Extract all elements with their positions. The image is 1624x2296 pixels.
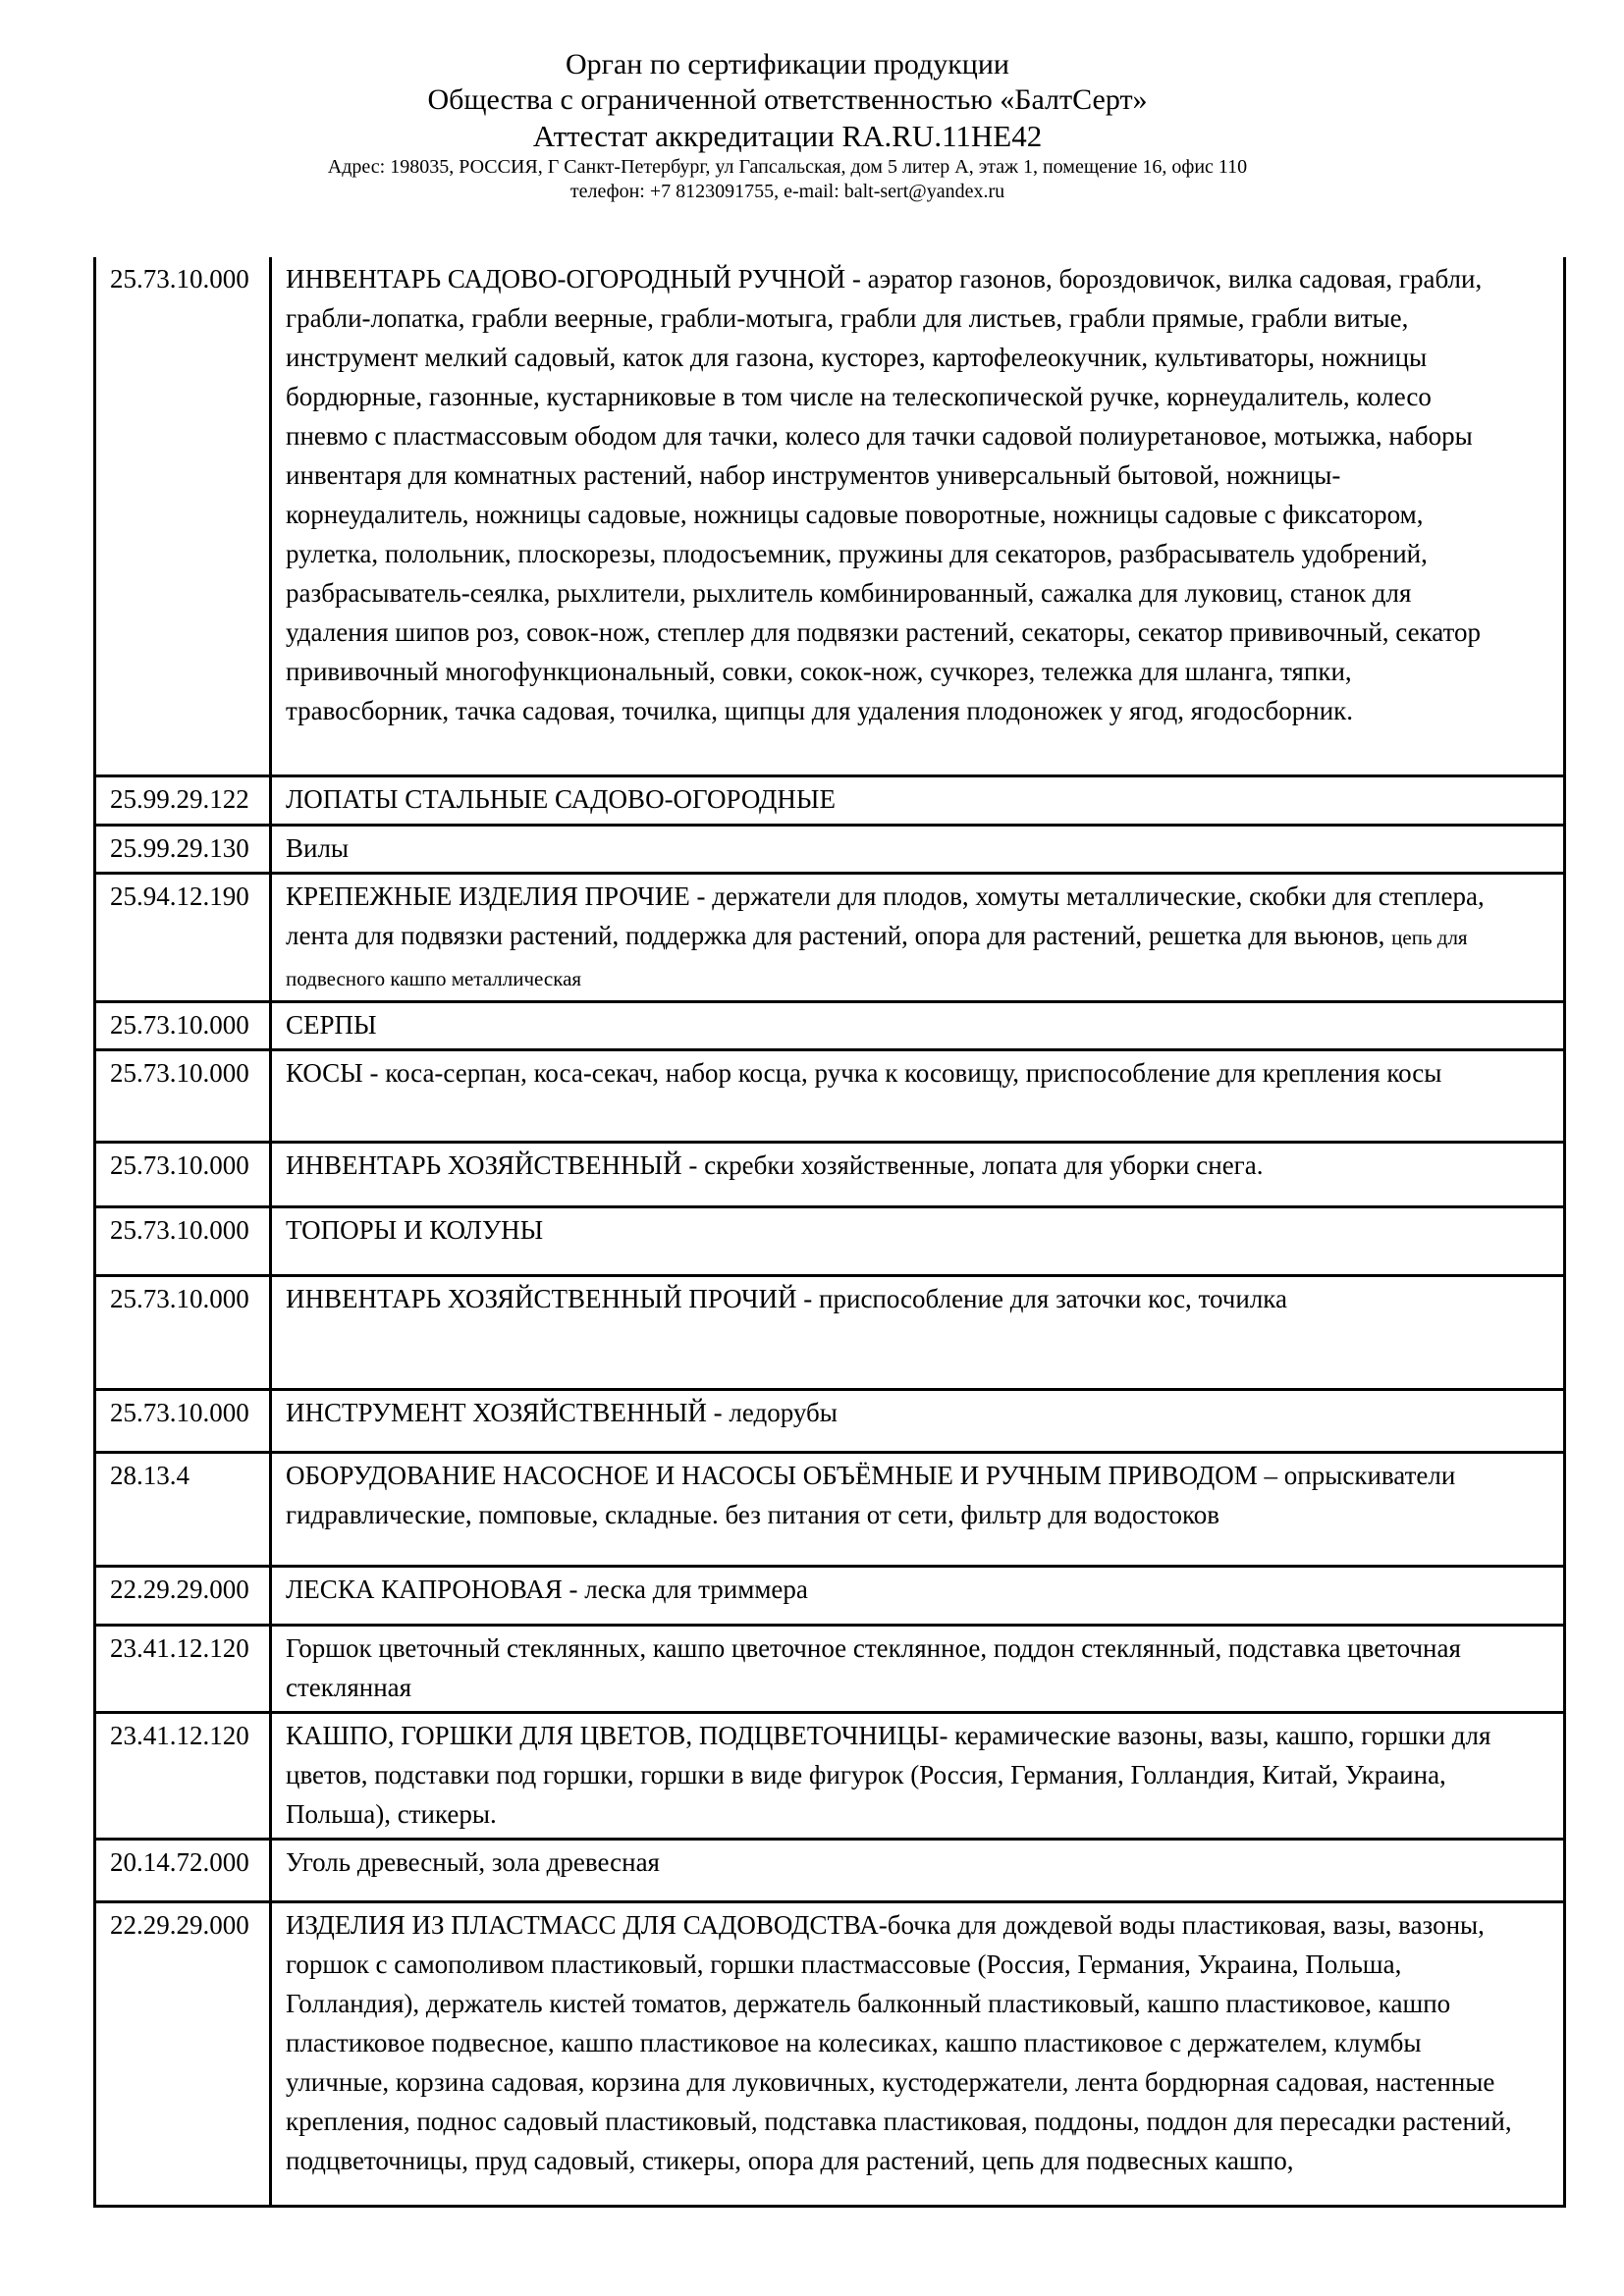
product-code-cell: 25.73.10.000 xyxy=(95,1001,271,1049)
product-description-cell xyxy=(271,1049,1565,1142)
product-codes-table-body xyxy=(95,257,1565,2206)
table-row xyxy=(95,257,1565,775)
table-row xyxy=(95,1389,1565,1452)
table-row xyxy=(95,1275,1565,1389)
table-row xyxy=(95,1901,1565,2206)
product-description-cell xyxy=(271,1206,1565,1275)
product-description-cell xyxy=(271,1566,1565,1625)
table-row xyxy=(95,1049,1565,1142)
product-description-cell xyxy=(271,1839,1565,1901)
table-row xyxy=(95,1625,1565,1712)
table-row xyxy=(95,1712,1565,1839)
product-code-cell: 22.29.29.000 xyxy=(95,1566,271,1625)
org-name-line: Общества с ограниченной ответственностью «БалтСерт» xyxy=(427,83,1148,116)
product-code-cell: 23.41.12.120 xyxy=(95,1712,271,1839)
product-description-cell xyxy=(271,1001,1565,1049)
product-code-cell: 25.94.12.190 xyxy=(95,873,271,1001)
table-row xyxy=(95,775,1565,825)
product-description-text: ИНВЕНТАРЬ ХОЗЯЙСТВЕННЫЙ - скребки хозяйственные, лопата для уборки снега. xyxy=(286,1149,1264,1180)
product-description-cell xyxy=(271,873,1565,1001)
product-code-cell: 25.73.10.000 xyxy=(95,257,271,775)
table-row xyxy=(95,1452,1565,1566)
product-description-cell xyxy=(271,1901,1565,2206)
product-code-cell: 20.14.72.000 xyxy=(95,1839,271,1901)
accreditation-line: Аттестат аккредитации RA.RU.11НЕ42 xyxy=(532,119,1043,153)
table-row xyxy=(95,1142,1565,1206)
product-description-text: Горшок цветочный стеклянных, кашпо цветочное стеклянное, поддон стеклянный, подставка цветочная стеклянная xyxy=(286,1632,1461,1702)
product-description-cell xyxy=(271,1142,1565,1206)
document-header xyxy=(59,47,1516,204)
product-description-text: ТОПОРЫ И КОЛУНЫ xyxy=(286,1214,544,1245)
product-description-text: КАШПО, ГОРШКИ ДЛЯ ЦВЕТОВ, ПОДЦВЕТОЧНИЦЫ- керамические вазоны, вазы, кашпо, горшки для цветов, подставки под горшки, горшки в виде фигурок (Россия, Германия, Голландия, Китай, Украина, Польша), стикеры. xyxy=(286,1720,1491,1829)
product-description-text: ОБОРУДОВАНИЕ НАСОСНОЕ И НАСОСЫ ОБЪЁМНЫЕ И РУЧНЫМ ПРИВОДОМ – опрыскиватели гидравлические, помповые, складные. без питания от сети, фильтр для водостоков xyxy=(286,1460,1456,1529)
product-codes-table xyxy=(93,257,1566,2208)
table-row xyxy=(95,1206,1565,1275)
product-description-text: Вилы xyxy=(286,832,350,863)
product-code-cell: 22.29.29.000 xyxy=(95,1901,271,2206)
contact-line: телефон: +7 8123091755, e-mail: balt-sert@yandex.ru xyxy=(569,181,1005,202)
table-row xyxy=(95,1839,1565,1901)
product-description-text: ИЗДЕЛИЯ ИЗ ПЛАСТМАСС ДЛЯ САДОВОДСТВА-бочка для дождевой воды пластиковая, вазы, вазоны, горшок с самополивом пластиковый, горшки пластмассовые (Россия, Германия, Украина, Польша, Голландия), держатель кистей томатов, держатель балконный пластиковый, кашпо пластиковое, кашпо пластиковое подвесное, кашпо пластиковое на колесиках, кашпо пластиковое с держателем, клумбы уличные, корзина садовая, корзина для луковичных, кустодержатели, лента бордюрная садовая, настенные крепления, поднос садовый пластиковый, подставка пластиковая, поддоны, поддон для пересадки растений, подцветочницы, пруд садовый, стикеры, опора для растений, цепь для подвесных кашпо, xyxy=(286,1909,1512,2175)
product-code-cell: 25.73.10.000 xyxy=(95,1275,271,1389)
product-description-text: СЕРПЫ xyxy=(286,1009,377,1040)
product-description-cell xyxy=(271,1452,1565,1566)
product-description-text: Уголь древесный, зола древесная xyxy=(286,1846,660,1877)
product-description-cell xyxy=(271,1275,1565,1389)
product-description-text: ЛОПАТЫ СТАЛЬНЫЕ САДОВО-ОГОРОДНЫЕ xyxy=(286,783,836,814)
product-description-text: ИНВЕНТАРЬ САДОВО-ОГОРОДНЫЙ РУЧНОЙ - аэратор газонов, бороздовичок, вилка садовая, грабли, грабли-лопатка, грабли веерные, грабли-мотыга, грабли для листьев, грабли прямые, грабли витые, инструмент мелкий садовый, каток для газона, кусторез, картофелеокучник, культиваторы, ножницы бордюрные, газонные, кустарниковые в том числе на телескопической ручке, корнеудалитель, колесо пневмо с пластмассовым ободом для тачки, колесо для тачки садовой полиуретановое, мотыжка, наборы инвентаря для комнатных растений, набор инструментов универсальный бытовой, ножницы-корнеудалитель, ножницы садовые, ножницы садовые поворотные, ножницы садовые с фиксатором, рулетка, полольник, плоскорезы, плодосъемник, пружины для секаторов, разбрасыватель удобрений, разбрасыватель-сеялка, рыхлители, рыхлитель комбинированный, сажалка для луковиц, станок для удаления шипов роз, совок-нож, степлер для подвязки растений, секаторы, секатор прививочный, секатор прививочный многофункциональный, совки, сокок-нож, сучкорез, тележка для шланга, тяпки, травосборник, тачка садовая, точилка, щипцы для удаления плодоножек у ягод, ягодосборник. xyxy=(286,264,1483,725)
product-description-cell xyxy=(271,257,1565,775)
product-description-text: КРЕПЕЖНЫЕ ИЗДЕЛИЯ ПРОЧИЕ - держатели для плодов, хомуты металлические, скобки для степлера, лента для подвязки растений, поддержка для растений, опора для растений, решетка для вьюнов, xyxy=(286,881,1485,950)
product-code-cell: 28.13.4 xyxy=(95,1452,271,1566)
product-description-text: ИНВЕНТАРЬ ХОЗЯЙСТВЕННЫЙ ПРОЧИЙ - приспособление для заточки кос, точилка xyxy=(286,1283,1288,1313)
product-code-cell: 25.73.10.000 xyxy=(95,1142,271,1206)
table-row xyxy=(95,1566,1565,1625)
product-description-text: ИНСТРУМЕНТ ХОЗЯЙСТВЕННЫЙ - ледорубы xyxy=(286,1397,838,1427)
product-description-cell xyxy=(271,1625,1565,1712)
product-code-cell: 25.73.10.000 xyxy=(95,1389,271,1452)
table-row xyxy=(95,1001,1565,1049)
table-row xyxy=(95,873,1565,1001)
product-description-small-text: цепь для подвесного кашпо металлическая xyxy=(286,925,1468,990)
address-line: Адрес: 198035, РОССИЯ, Г Санкт-Петербург, ул Гапсальская, дом 5 литер А, этаж 1, помещение 16, офис 110 xyxy=(327,156,1248,178)
product-code-cell: 25.99.29.122 xyxy=(95,775,271,825)
product-code-cell: 25.73.10.000 xyxy=(95,1049,271,1142)
product-code-cell: 23.41.12.120 xyxy=(95,1625,271,1712)
product-description-text: КОСЫ - коса-серпан, коса-секач, набор косца, ручка к косовищу, приспособление для крепления косы xyxy=(286,1057,1442,1088)
product-description-text: ЛЕСКА КАПРОНОВАЯ - леска для триммера xyxy=(286,1574,808,1604)
product-description-cell xyxy=(271,1389,1565,1452)
product-description-cell xyxy=(271,825,1565,873)
org-title-line: Орган по сертификации продукции xyxy=(566,48,1009,80)
product-code-cell: 25.73.10.000 xyxy=(95,1206,271,1275)
product-code-cell: 25.99.29.130 xyxy=(95,825,271,873)
product-description-cell xyxy=(271,1712,1565,1839)
table-row xyxy=(95,825,1565,873)
product-description-cell xyxy=(271,775,1565,825)
